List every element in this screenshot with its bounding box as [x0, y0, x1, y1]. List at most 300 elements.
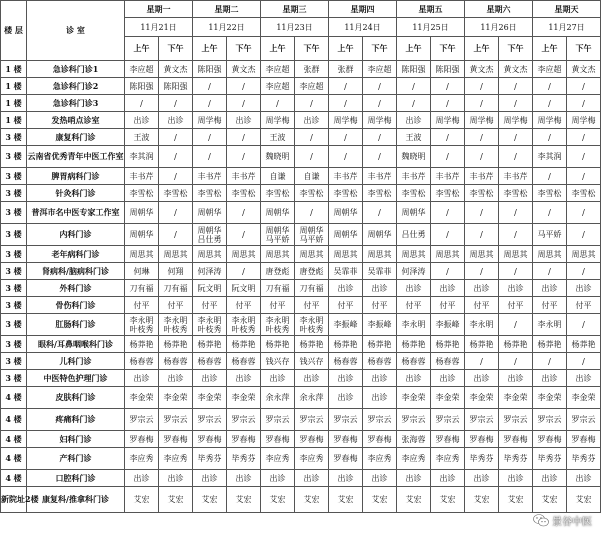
weekday-header: 星期二: [193, 1, 261, 18]
doctor-cell: /: [193, 78, 227, 95]
pm-header: 下午: [499, 37, 533, 61]
doctor-cell: 李永明: [465, 314, 499, 336]
doctor-cell: 出诊: [431, 370, 465, 387]
doctor-cell: 李其润: [533, 146, 567, 168]
floor-cell: 3 楼: [1, 246, 27, 263]
doctor-cell: 李雪松: [465, 185, 499, 202]
doctor-cell: /: [499, 78, 533, 95]
doctor-cell: 李金荣: [159, 387, 193, 409]
doctor-cell: 出诊: [533, 280, 567, 297]
doctor-cell: 丰书芹: [329, 168, 363, 185]
room-cell: 儿科门诊: [27, 353, 125, 370]
pm-header: 下午: [363, 37, 397, 61]
doctor-cell: 付平: [295, 297, 329, 314]
doctor-cell: 黄文杰: [227, 61, 261, 78]
doctor-cell: /: [159, 224, 193, 246]
doctor-cell: /: [533, 95, 567, 112]
room-header: 诊 室: [27, 1, 125, 61]
doctor-cell: /: [363, 95, 397, 112]
room-cell: 普洱市名中医专家工作室: [27, 202, 125, 224]
floor-cell: 3 楼: [1, 129, 27, 146]
doctor-cell: /: [567, 78, 601, 95]
schedule-row: [1, 112, 601, 129]
doctor-cell: 周思其: [125, 246, 159, 263]
doctor-cell: 李应秀: [261, 448, 295, 470]
doctor-cell: /: [397, 78, 431, 95]
schedule-row: [1, 487, 601, 513]
doctor-cell: 丰书芹: [227, 168, 261, 185]
doctor-cell: 李应超: [363, 61, 397, 78]
doctor-cell: 陈阳强: [431, 61, 465, 78]
doctor-cell: 李应超: [261, 78, 295, 95]
doctor-cell: 周思其: [261, 246, 295, 263]
doctor-cell: 李永明 叶枝秀: [261, 314, 295, 336]
doctor-cell: 出诊: [499, 370, 533, 387]
doctor-cell: 罗宗云: [295, 409, 329, 431]
doctor-cell: 出诊: [363, 370, 397, 387]
room-cell: 急诊科门诊3: [27, 95, 125, 112]
header-row-weekday: [1, 1, 601, 18]
schedule-row: [1, 370, 601, 387]
doctor-cell: 出诊: [397, 470, 431, 487]
doctor-cell: 出诊: [159, 470, 193, 487]
schedule-row: [1, 61, 601, 78]
doctor-cell: /: [465, 353, 499, 370]
room-cell: 脾胃病科门诊: [27, 168, 125, 185]
doctor-cell: 罗春梅: [193, 431, 227, 448]
doctor-cell: 丰书芹: [397, 168, 431, 185]
doctor-cell: 出诊: [295, 470, 329, 487]
schedule-row: [1, 202, 601, 224]
wechat-icon: [533, 514, 549, 527]
schedule-row: [1, 314, 601, 336]
doctor-cell: 何泽涛: [193, 263, 227, 280]
doctor-cell: 杨莽艳: [397, 336, 431, 353]
doctor-cell: /: [227, 78, 261, 95]
doctor-cell: 杨春蓉: [227, 353, 261, 370]
doctor-cell: 罗宗云: [125, 409, 159, 431]
doctor-cell: 杨莽艳: [125, 336, 159, 353]
floor-cell: 4 楼: [1, 409, 27, 431]
doctor-cell: 周学梅: [329, 112, 363, 129]
doctor-cell: 李永明: [533, 314, 567, 336]
doctor-cell: 周学梅: [431, 112, 465, 129]
doctor-cell: 李金荣: [465, 387, 499, 409]
doctor-cell: 杨莽艳: [533, 336, 567, 353]
floor-cell: 新院址2楼: [1, 487, 27, 513]
watermark-text: 景谷中医: [552, 517, 592, 528]
doctor-cell: 何泽涛: [397, 263, 431, 280]
doctor-cell: 出诊: [159, 112, 193, 129]
date-header: 11月24日: [329, 18, 397, 37]
floor-cell: 3 楼: [1, 353, 27, 370]
doctor-cell: 周朝华: [193, 202, 227, 224]
doctor-cell: 出诊: [499, 280, 533, 297]
room-cell: 外科门诊: [27, 280, 125, 297]
am-header: 上午: [397, 37, 431, 61]
doctor-cell: 罗春梅: [159, 431, 193, 448]
doctor-cell: /: [159, 129, 193, 146]
doctor-cell: /: [499, 224, 533, 246]
doctor-cell: 魏晓明: [397, 146, 431, 168]
floor-cell: 3 楼: [1, 224, 27, 246]
doctor-cell: 张海蓉: [397, 431, 431, 448]
doctor-cell: 付平: [159, 297, 193, 314]
floor-cell: 3 楼: [1, 370, 27, 387]
doctor-cell: 自谦: [295, 168, 329, 185]
doctor-cell: 李应超: [295, 78, 329, 95]
doctor-cell: 罗宗云: [261, 409, 295, 431]
doctor-cell: 丰书芹: [465, 168, 499, 185]
doctor-cell: 刀有福: [261, 280, 295, 297]
doctor-cell: /: [227, 146, 261, 168]
doctor-cell: 出诊: [125, 370, 159, 387]
doctor-cell: 毕秀芬: [533, 448, 567, 470]
doctor-cell: 出诊: [363, 280, 397, 297]
floor-cell: 3 楼: [1, 314, 27, 336]
doctor-cell: 周朝华 吕仕勇: [193, 224, 227, 246]
watermark: [533, 513, 592, 528]
doctor-cell: 付平: [227, 297, 261, 314]
doctor-cell: 杨莽艳: [567, 336, 601, 353]
doctor-cell: 李雪松: [159, 185, 193, 202]
doctor-cell: 李应超: [125, 61, 159, 78]
doctor-cell: 杨莽艳: [363, 336, 397, 353]
doctor-cell: 杨春蓉: [125, 353, 159, 370]
doctor-cell: 周思其: [193, 246, 227, 263]
doctor-cell: 艾宏: [431, 487, 465, 513]
doctor-cell: /: [533, 129, 567, 146]
room-cell: 眼科/耳鼻咽喉科门诊: [27, 336, 125, 353]
date-header: 11月22日: [193, 18, 261, 37]
doctor-cell: 李应秀: [363, 448, 397, 470]
doctor-cell: /: [125, 95, 159, 112]
doctor-cell: 杨春蓉: [397, 353, 431, 370]
doctor-cell: /: [227, 129, 261, 146]
doctor-cell: 刀有福: [125, 280, 159, 297]
am-header: 上午: [261, 37, 295, 61]
doctor-cell: 李金荣: [499, 387, 533, 409]
doctor-cell: 罗春梅: [465, 431, 499, 448]
doctor-cell: 罗春梅: [533, 431, 567, 448]
doctor-cell: 周朝华: [329, 202, 363, 224]
schedule-row: [1, 336, 601, 353]
doctor-cell: 出诊: [397, 280, 431, 297]
doctor-cell: 自谦: [261, 168, 295, 185]
doctor-cell: 罗宗云: [193, 409, 227, 431]
doctor-cell: 李金荣: [567, 387, 601, 409]
doctor-cell: 李金荣: [533, 387, 567, 409]
doctor-cell: 丰书芹: [193, 168, 227, 185]
floor-cell: 3 楼: [1, 202, 27, 224]
doctor-cell: 罗宗云: [465, 409, 499, 431]
doctor-cell: 周学梅: [465, 112, 499, 129]
doctor-cell: 罗宗云: [567, 409, 601, 431]
room-cell: 内科门诊: [27, 224, 125, 246]
doctor-cell: 付平: [567, 297, 601, 314]
weekday-header: 星期四: [329, 1, 397, 18]
doctor-cell: 罗春梅: [329, 448, 363, 470]
doctor-cell: /: [567, 95, 601, 112]
doctor-cell: 出诊: [125, 112, 159, 129]
doctor-cell: 李金荣: [227, 387, 261, 409]
weekday-header: 星期五: [397, 1, 465, 18]
doctor-cell: 罗春梅: [363, 431, 397, 448]
doctor-cell: 周朝华: [329, 224, 363, 246]
doctor-cell: 出诊: [295, 112, 329, 129]
doctor-cell: 李金荣: [397, 387, 431, 409]
doctor-cell: /: [295, 129, 329, 146]
room-cell: 康复科门诊: [27, 129, 125, 146]
room-cell: 康复科/推拿科门诊: [27, 487, 125, 513]
floor-cell: 1 楼: [1, 78, 27, 95]
doctor-cell: /: [465, 95, 499, 112]
doctor-cell: 周思其: [431, 246, 465, 263]
doctor-cell: 出诊: [363, 387, 397, 409]
floor-cell: 3 楼: [1, 297, 27, 314]
doctor-cell: 唐登彪: [261, 263, 295, 280]
doctor-cell: 出诊: [465, 370, 499, 387]
doctor-cell: 艾宏: [159, 487, 193, 513]
doctor-cell: 出诊: [227, 112, 261, 129]
doctor-cell: 陈阳强: [193, 61, 227, 78]
doctor-cell: 余永萍: [295, 387, 329, 409]
weekday-header: 星期天: [533, 1, 601, 18]
doctor-cell: /: [431, 78, 465, 95]
doctor-cell: 周学梅: [567, 112, 601, 129]
doctor-cell: 李雪松: [567, 185, 601, 202]
floor-cell: 3 楼: [1, 336, 27, 353]
doctor-cell: 出诊: [193, 370, 227, 387]
doctor-cell: /: [363, 78, 397, 95]
room-cell: 云南省优秀青年中医工作室: [27, 146, 125, 168]
doctor-cell: /: [431, 129, 465, 146]
doctor-cell: 罗春梅: [125, 431, 159, 448]
schedule-row: [1, 431, 601, 448]
doctor-cell: 付平: [499, 297, 533, 314]
doctor-cell: 李永明 叶枝秀: [295, 314, 329, 336]
doctor-cell: /: [465, 263, 499, 280]
doctor-cell: 李雪松: [227, 185, 261, 202]
room-cell: 产科门诊: [27, 448, 125, 470]
doctor-cell: 杨莽艳: [431, 336, 465, 353]
doctor-cell: /: [227, 95, 261, 112]
doctor-cell: 出诊: [363, 470, 397, 487]
doctor-cell: 付平: [533, 297, 567, 314]
doctor-cell: 丰书芹: [125, 168, 159, 185]
doctor-cell: 艾宏: [295, 487, 329, 513]
doctor-cell: 罗宗云: [159, 409, 193, 431]
doctor-cell: 陈阳强: [397, 61, 431, 78]
doctor-cell: 黄文杰: [499, 61, 533, 78]
floor-cell: 4 楼: [1, 387, 27, 409]
doctor-cell: 李其润: [125, 146, 159, 168]
doctor-cell: /: [567, 263, 601, 280]
doctor-cell: 丰书芹: [499, 168, 533, 185]
doctor-cell: 李金荣: [125, 387, 159, 409]
floor-cell: 3 楼: [1, 280, 27, 297]
doctor-cell: /: [363, 202, 397, 224]
doctor-cell: 李金荣: [431, 387, 465, 409]
doctor-cell: 出诊: [567, 370, 601, 387]
doctor-cell: 马平娇: [533, 224, 567, 246]
schedule-row: [1, 297, 601, 314]
doctor-cell: /: [499, 314, 533, 336]
doctor-cell: /: [363, 129, 397, 146]
am-header: 上午: [465, 37, 499, 61]
doctor-cell: 李应超: [533, 61, 567, 78]
room-cell: 疼痛科门诊: [27, 409, 125, 431]
doctor-cell: 何翔: [159, 263, 193, 280]
doctor-cell: 出诊: [397, 112, 431, 129]
doctor-cell: 罗宗云: [431, 409, 465, 431]
schedule-row: [1, 409, 601, 431]
doctor-cell: /: [499, 202, 533, 224]
doctor-cell: 李雪松: [329, 185, 363, 202]
doctor-cell: /: [329, 146, 363, 168]
doctor-cell: 出诊: [193, 470, 227, 487]
doctor-cell: 出诊: [159, 370, 193, 387]
doctor-cell: 出诊: [533, 470, 567, 487]
schedule-row: [1, 95, 601, 112]
schedule-row: [1, 280, 601, 297]
doctor-cell: 周朝华: [125, 224, 159, 246]
doctor-cell: 刀有福: [159, 280, 193, 297]
doctor-cell: 付平: [397, 297, 431, 314]
doctor-cell: 刀有福: [295, 280, 329, 297]
doctor-cell: 周思其: [567, 246, 601, 263]
doctor-cell: 阮文明: [227, 280, 261, 297]
doctor-cell: 李雪松: [363, 185, 397, 202]
doctor-cell: 付平: [125, 297, 159, 314]
doctor-cell: 出诊: [329, 370, 363, 387]
doctor-cell: /: [329, 129, 363, 146]
doctor-cell: 杨莽艳: [261, 336, 295, 353]
floor-cell: 4 楼: [1, 448, 27, 470]
doctor-cell: 杨春蓉: [159, 353, 193, 370]
doctor-cell: 出诊: [227, 370, 261, 387]
doctor-cell: /: [499, 146, 533, 168]
doctor-cell: 周学梅: [193, 112, 227, 129]
doctor-cell: 付平: [261, 297, 295, 314]
doctor-cell: 罗春梅: [431, 431, 465, 448]
doctor-cell: 李永明 叶枝秀: [193, 314, 227, 336]
doctor-cell: 周朝华: [397, 202, 431, 224]
doctor-cell: 周思其: [363, 246, 397, 263]
doctor-cell: /: [295, 146, 329, 168]
doctor-cell: 黄文杰: [567, 61, 601, 78]
doctor-cell: 周朝华: [261, 202, 295, 224]
doctor-cell: 艾宏: [329, 487, 363, 513]
doctor-cell: 张群: [329, 61, 363, 78]
doctor-cell: 付平: [465, 297, 499, 314]
doctor-cell: 艾宏: [363, 487, 397, 513]
date-header: 11月25日: [397, 18, 465, 37]
doctor-cell: /: [159, 95, 193, 112]
doctor-cell: 李永明 叶枝秀: [227, 314, 261, 336]
doctor-cell: 出诊: [465, 280, 499, 297]
doctor-cell: 罗宗云: [363, 409, 397, 431]
schedule-row: [1, 353, 601, 370]
doctor-cell: /: [567, 202, 601, 224]
doctor-cell: 李永明: [397, 314, 431, 336]
doctor-cell: 李应秀: [295, 448, 329, 470]
doctor-cell: 周学梅: [363, 112, 397, 129]
doctor-cell: 周学梅: [499, 112, 533, 129]
schedule-row: [1, 78, 601, 95]
doctor-cell: /: [363, 146, 397, 168]
doctor-cell: 吴霏菲: [329, 263, 363, 280]
doctor-cell: 李雪松: [295, 185, 329, 202]
doctor-cell: 罗春梅: [499, 431, 533, 448]
floor-cell: 3 楼: [1, 146, 27, 168]
doctor-cell: 罗春梅: [567, 431, 601, 448]
doctor-cell: 魏晓明: [261, 146, 295, 168]
doctor-cell: /: [159, 168, 193, 185]
doctor-cell: /: [567, 314, 601, 336]
schedule-row: [1, 224, 601, 246]
doctor-cell: /: [227, 202, 261, 224]
am-header: 上午: [329, 37, 363, 61]
doctor-cell: 出诊: [431, 280, 465, 297]
doctor-cell: /: [295, 202, 329, 224]
doctor-cell: 罗宗云: [227, 409, 261, 431]
doctor-cell: 出诊: [465, 470, 499, 487]
doctor-cell: 周思其: [499, 246, 533, 263]
doctor-cell: 出诊: [329, 470, 363, 487]
doctor-cell: /: [159, 202, 193, 224]
doctor-cell: 周思其: [159, 246, 193, 263]
doctor-cell: 周思其: [329, 246, 363, 263]
doctor-cell: 杨莽艳: [295, 336, 329, 353]
doctor-cell: 杨莽艳: [329, 336, 363, 353]
doctor-cell: /: [329, 95, 363, 112]
room-cell: 中医特色护理门诊: [27, 370, 125, 387]
doctor-cell: 张群: [295, 61, 329, 78]
doctor-cell: 出诊: [329, 387, 363, 409]
doctor-cell: 艾宏: [125, 487, 159, 513]
doctor-cell: /: [465, 224, 499, 246]
doctor-cell: 罗春梅: [329, 431, 363, 448]
schedule-row: [1, 246, 601, 263]
doctor-cell: 出诊: [227, 470, 261, 487]
doctor-cell: 吴霏菲: [363, 263, 397, 280]
doctor-cell: 出诊: [261, 370, 295, 387]
doctor-cell: /: [431, 95, 465, 112]
floor-cell: 1 楼: [1, 95, 27, 112]
doctor-cell: 罗宗云: [397, 409, 431, 431]
doctor-cell: 周学梅: [533, 112, 567, 129]
doctor-cell: /: [431, 202, 465, 224]
am-header: 上午: [533, 37, 567, 61]
schedule-row: [1, 448, 601, 470]
doctor-cell: 丰书芹: [363, 168, 397, 185]
doctor-cell: 罗宗云: [499, 409, 533, 431]
doctor-cell: 付平: [193, 297, 227, 314]
floor-cell: 3 楼: [1, 168, 27, 185]
doctor-cell: 出诊: [295, 370, 329, 387]
doctor-cell: /: [397, 95, 431, 112]
doctor-cell: 黄文杰: [159, 61, 193, 78]
doctor-cell: 艾宏: [567, 487, 601, 513]
floor-cell: 4 楼: [1, 431, 27, 448]
doctor-cell: 李雪松: [533, 185, 567, 202]
doctor-cell: 出诊: [329, 280, 363, 297]
doctor-cell: 罗宗云: [533, 409, 567, 431]
doctor-cell: /: [193, 95, 227, 112]
doctor-cell: 杨春蓉: [363, 353, 397, 370]
doctor-cell: /: [465, 146, 499, 168]
